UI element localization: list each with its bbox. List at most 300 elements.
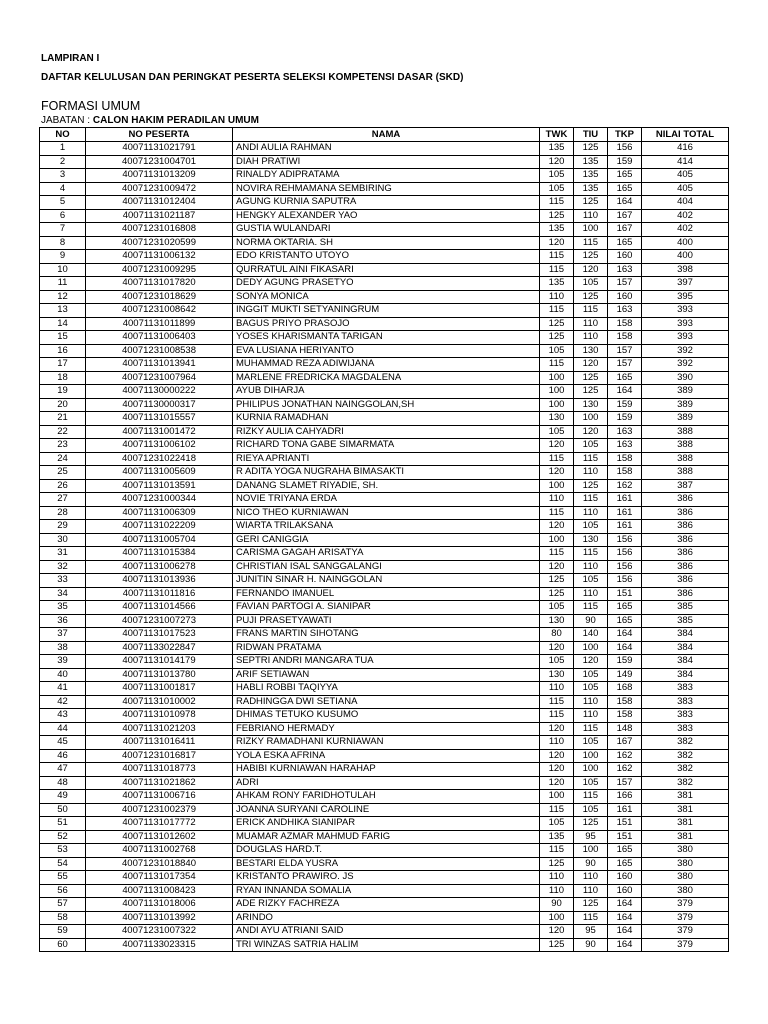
cell-no: 58 (40, 911, 86, 925)
cell-nama: HABIBI KURNIAWAN HARAHAP (233, 763, 540, 777)
cell-tiu: 130 (574, 398, 608, 412)
cell-no: 54 (40, 857, 86, 871)
cell-twk: 105 (540, 425, 574, 439)
table-row (40, 263, 729, 277)
cell-nilai-total: 388 (642, 452, 729, 466)
cell-nilai-total: 386 (642, 574, 729, 588)
table-row (40, 817, 729, 831)
cell-no-peserta: 40071131015384 (86, 547, 233, 561)
table-row (40, 709, 729, 723)
cell-tiu: 115 (574, 722, 608, 736)
cell-tiu: 110 (574, 695, 608, 709)
cell-twk: 105 (540, 655, 574, 669)
cell-tiu: 105 (574, 668, 608, 682)
cell-twk: 135 (540, 142, 574, 156)
cell-twk: 130 (540, 668, 574, 682)
cell-tkp: 151 (608, 587, 642, 601)
cell-nilai-total: 405 (642, 182, 729, 196)
cell-no: 50 (40, 803, 86, 817)
cell-nilai-total: 388 (642, 425, 729, 439)
cell-nilai-total: 382 (642, 776, 729, 790)
cell-nama: EDO KRISTANTO UTOYO (233, 250, 540, 264)
cell-twk: 115 (540, 506, 574, 520)
cell-nilai-total: 390 (642, 371, 729, 385)
cell-no-peserta: 40071131008423 (86, 884, 233, 898)
cell-no-peserta: 40071131014566 (86, 601, 233, 615)
cell-twk: 120 (540, 439, 574, 453)
cell-tiu: 115 (574, 236, 608, 250)
cell-nama: JOANNA SURYANI CAROLINE (233, 803, 540, 817)
cell-tkp: 164 (608, 911, 642, 925)
cell-no: 30 (40, 533, 86, 547)
cell-nama: NORMA OKTARIA. SH (233, 236, 540, 250)
cell-tkp: 161 (608, 493, 642, 507)
cell-no: 25 (40, 466, 86, 480)
cell-nama: ANDI AULIA RAHMAN (233, 142, 540, 156)
cell-twk: 100 (540, 911, 574, 925)
cell-tkp: 163 (608, 304, 642, 318)
cell-no: 27 (40, 493, 86, 507)
cell-no: 55 (40, 871, 86, 885)
cell-no-peserta: 40071131006309 (86, 506, 233, 520)
table-row (40, 277, 729, 291)
cell-twk: 120 (540, 520, 574, 534)
cell-no: 39 (40, 655, 86, 669)
cell-nama: QURRATUL AINI FIKASARI (233, 263, 540, 277)
cell-no: 38 (40, 641, 86, 655)
cell-twk: 115 (540, 250, 574, 264)
cell-tiu: 135 (574, 169, 608, 183)
cell-no-peserta: 40071131010978 (86, 709, 233, 723)
cell-nama: KRISTANTO PRAWIRO. JS (233, 871, 540, 885)
cell-tiu: 110 (574, 209, 608, 223)
cell-no-peserta: 40071131021791 (86, 142, 233, 156)
cell-no: 22 (40, 425, 86, 439)
cell-twk: 125 (540, 209, 574, 223)
cell-nilai-total: 404 (642, 196, 729, 210)
cell-tkp: 164 (608, 925, 642, 939)
cell-twk: 100 (540, 385, 574, 399)
cell-no: 48 (40, 776, 86, 790)
cell-nilai-total: 386 (642, 547, 729, 561)
cell-tkp: 158 (608, 317, 642, 331)
cell-nama: KURNIA RAMADHAN (233, 412, 540, 426)
cell-nilai-total: 381 (642, 817, 729, 831)
cell-no: 40 (40, 668, 86, 682)
cell-no: 24 (40, 452, 86, 466)
cell-tkp: 156 (608, 533, 642, 547)
cell-nama: BESTARI ELDA YUSRA (233, 857, 540, 871)
table-row (40, 142, 729, 156)
cell-tiu: 100 (574, 763, 608, 777)
cell-nilai-total: 386 (642, 560, 729, 574)
table-row (40, 533, 729, 547)
table-row (40, 439, 729, 453)
table-row (40, 466, 729, 480)
cell-nama: HABLI ROBBI TAQIYYA (233, 682, 540, 696)
cell-tiu: 110 (574, 884, 608, 898)
cell-nilai-total: 395 (642, 290, 729, 304)
cell-twk: 125 (540, 938, 574, 952)
cell-tkp: 159 (608, 155, 642, 169)
cell-tkp: 158 (608, 466, 642, 480)
cell-no: 35 (40, 601, 86, 615)
cell-tkp: 164 (608, 938, 642, 952)
cell-tiu: 110 (574, 506, 608, 520)
cell-no-peserta: 40071131005609 (86, 466, 233, 480)
cell-nama: YOSES KHARISMANTA TARIGAN (233, 331, 540, 345)
cell-no-peserta: 40071131012404 (86, 196, 233, 210)
cell-tiu: 105 (574, 520, 608, 534)
table-row (40, 776, 729, 790)
cell-nilai-total: 379 (642, 938, 729, 952)
cell-nilai-total: 392 (642, 358, 729, 372)
table-row (40, 655, 729, 669)
cell-nilai-total: 382 (642, 736, 729, 750)
table-body (40, 142, 729, 952)
cell-nilai-total: 379 (642, 911, 729, 925)
cell-no: 18 (40, 371, 86, 385)
cell-tiu: 125 (574, 479, 608, 493)
table-row (40, 722, 729, 736)
cell-no-peserta: 40071231009472 (86, 182, 233, 196)
cell-nilai-total: 379 (642, 898, 729, 912)
cell-no: 29 (40, 520, 86, 534)
cell-tkp: 151 (608, 817, 642, 831)
cell-tkp: 165 (608, 844, 642, 858)
cell-nama: PHILIPUS JONATHAN NAINGGOLAN,SH (233, 398, 540, 412)
cell-no-peserta: 40071131011816 (86, 587, 233, 601)
cell-no-peserta: 40071131006403 (86, 331, 233, 345)
cell-no-peserta: 40071131013992 (86, 911, 233, 925)
cell-no-peserta: 40071131006716 (86, 790, 233, 804)
table-row (40, 830, 729, 844)
cell-nama: DEDY AGUNG PRASETYO (233, 277, 540, 291)
cell-tiu: 120 (574, 425, 608, 439)
cell-no-peserta: 40071131021187 (86, 209, 233, 223)
cell-tkp: 158 (608, 331, 642, 345)
cell-no-peserta: 40071231007964 (86, 371, 233, 385)
cell-twk: 120 (540, 749, 574, 763)
cell-twk: 130 (540, 614, 574, 628)
cell-nama: DHIMAS TETUKO KUSUMO (233, 709, 540, 723)
cell-tkp: 159 (608, 412, 642, 426)
cell-nama: FERNANDO IMANUEL (233, 587, 540, 601)
cell-nilai-total: 386 (642, 493, 729, 507)
cell-no: 16 (40, 344, 86, 358)
cell-nilai-total: 400 (642, 250, 729, 264)
cell-nama: NOVIE TRIYANA ERDA (233, 493, 540, 507)
cell-nama: NICO THEO KURNIAWAN (233, 506, 540, 520)
column-header-nilai-total: NILAI TOTAL (642, 128, 729, 142)
table-row (40, 412, 729, 426)
cell-tiu: 100 (574, 749, 608, 763)
cell-twk: 100 (540, 398, 574, 412)
cell-tkp: 164 (608, 196, 642, 210)
cell-twk: 135 (540, 830, 574, 844)
table-row (40, 911, 729, 925)
position-value: CALON HAKIM PERADILAN UMUM (92, 115, 259, 126)
cell-tkp: 156 (608, 142, 642, 156)
cell-tiu: 125 (574, 290, 608, 304)
cell-no: 12 (40, 290, 86, 304)
cell-no-peserta: 40071131018006 (86, 898, 233, 912)
cell-no-peserta: 40071131016411 (86, 736, 233, 750)
cell-tiu: 115 (574, 493, 608, 507)
cell-twk: 110 (540, 736, 574, 750)
cell-tkp: 165 (608, 371, 642, 385)
table-row (40, 587, 729, 601)
cell-tkp: 160 (608, 884, 642, 898)
cell-nilai-total: 389 (642, 412, 729, 426)
cell-twk: 105 (540, 182, 574, 196)
cell-nama: EVA LUSIANA HERIYANTO (233, 344, 540, 358)
cell-tiu: 90 (574, 614, 608, 628)
cell-no: 47 (40, 763, 86, 777)
cell-no-peserta: 40071131001817 (86, 682, 233, 696)
table-header-row (40, 128, 729, 142)
cell-nama: MUHAMMAD REZA ADIWIJANA (233, 358, 540, 372)
cell-no: 28 (40, 506, 86, 520)
table-row (40, 749, 729, 763)
table-row (40, 331, 729, 345)
cell-nama: FEBRIANO HERMADY (233, 722, 540, 736)
column-header-no: NO (40, 128, 86, 142)
cell-tkp: 160 (608, 871, 642, 885)
cell-tiu: 110 (574, 587, 608, 601)
cell-no: 33 (40, 574, 86, 588)
cell-nilai-total: 383 (642, 709, 729, 723)
cell-no: 23 (40, 439, 86, 453)
cell-no-peserta: 40071231008538 (86, 344, 233, 358)
cell-no: 14 (40, 317, 86, 331)
cell-tkp: 163 (608, 425, 642, 439)
cell-tiu: 115 (574, 547, 608, 561)
cell-twk: 120 (540, 236, 574, 250)
table-row (40, 668, 729, 682)
cell-tkp: 167 (608, 223, 642, 237)
cell-twk: 110 (540, 290, 574, 304)
cell-tiu: 125 (574, 142, 608, 156)
cell-tkp: 162 (608, 763, 642, 777)
cell-twk: 135 (540, 223, 574, 237)
cell-no: 11 (40, 277, 86, 291)
cell-tkp: 165 (608, 169, 642, 183)
cell-twk: 115 (540, 358, 574, 372)
cell-twk: 120 (540, 641, 574, 655)
results-table (39, 127, 729, 952)
cell-no: 26 (40, 479, 86, 493)
cell-tkp: 165 (608, 857, 642, 871)
cell-nilai-total: 388 (642, 439, 729, 453)
cell-no: 13 (40, 304, 86, 318)
cell-no-peserta: 40071231007273 (86, 614, 233, 628)
cell-tiu: 105 (574, 736, 608, 750)
cell-nilai-total: 389 (642, 385, 729, 399)
cell-twk: 105 (540, 601, 574, 615)
cell-tiu: 115 (574, 790, 608, 804)
cell-nilai-total: 385 (642, 601, 729, 615)
cell-no-peserta: 40071131010002 (86, 695, 233, 709)
cell-tkp: 161 (608, 506, 642, 520)
cell-no-peserta: 40071131021203 (86, 722, 233, 736)
cell-tkp: 165 (608, 601, 642, 615)
table-row (40, 358, 729, 372)
document-title: DAFTAR KELULUSAN DAN PERINGKAT PESERTA SELEKSI KOMPETENSI DASAR (SKD) (41, 72, 464, 83)
table-row (40, 520, 729, 534)
cell-no: 19 (40, 385, 86, 399)
cell-nama: DIAH PRATIWI (233, 155, 540, 169)
cell-no: 1 (40, 142, 86, 156)
cell-no-peserta: 40071130000222 (86, 385, 233, 399)
cell-twk: 100 (540, 371, 574, 385)
cell-nama: INGGIT MUKTI SETYANINGRUM (233, 304, 540, 318)
cell-tiu: 100 (574, 641, 608, 655)
cell-tkp: 162 (608, 749, 642, 763)
cell-no: 34 (40, 587, 86, 601)
cell-no-peserta: 40071231008642 (86, 304, 233, 318)
table-row (40, 493, 729, 507)
cell-twk: 135 (540, 277, 574, 291)
cell-nilai-total: 386 (642, 587, 729, 601)
cell-nama: SONYA MONICA (233, 290, 540, 304)
cell-nama: YOLA ESKA AFRINA (233, 749, 540, 763)
cell-nama: RIDWAN PRATAMA (233, 641, 540, 655)
table-row (40, 844, 729, 858)
cell-nama: NOVIRA REHMAMANA SEMBIRING (233, 182, 540, 196)
cell-tkp: 167 (608, 736, 642, 750)
cell-twk: 115 (540, 263, 574, 277)
cell-tkp: 164 (608, 628, 642, 642)
cell-tkp: 160 (608, 250, 642, 264)
cell-nama: DOUGLAS HARD.T. (233, 844, 540, 858)
table-row (40, 790, 729, 804)
cell-tiu: 115 (574, 304, 608, 318)
cell-no-peserta: 40071131018773 (86, 763, 233, 777)
cell-no-peserta: 40071131013936 (86, 574, 233, 588)
formation-heading: FORMASI UMUM (41, 99, 141, 113)
cell-no: 6 (40, 209, 86, 223)
cell-tiu: 95 (574, 830, 608, 844)
cell-nama: RIZKY AULIA CAHYADRI (233, 425, 540, 439)
cell-nilai-total: 381 (642, 830, 729, 844)
cell-tkp: 157 (608, 277, 642, 291)
cell-nama: AHKAM RONY FARIDHOTULAH (233, 790, 540, 804)
cell-no: 41 (40, 682, 86, 696)
cell-tkp: 148 (608, 722, 642, 736)
cell-twk: 130 (540, 412, 574, 426)
table-row (40, 641, 729, 655)
cell-no-peserta: 40071231022418 (86, 452, 233, 466)
cell-tkp: 158 (608, 695, 642, 709)
cell-no: 3 (40, 169, 86, 183)
cell-no: 15 (40, 331, 86, 345)
cell-tiu: 110 (574, 560, 608, 574)
cell-twk: 115 (540, 803, 574, 817)
cell-no-peserta: 40071131013591 (86, 479, 233, 493)
cell-no: 56 (40, 884, 86, 898)
cell-nama: ARIF SETIAWAN (233, 668, 540, 682)
column-header-nama: NAMA (233, 128, 540, 142)
cell-no: 51 (40, 817, 86, 831)
cell-nilai-total: 387 (642, 479, 729, 493)
cell-tiu: 125 (574, 196, 608, 210)
table-row (40, 236, 729, 250)
cell-no-peserta: 40071131002768 (86, 844, 233, 858)
table-row (40, 803, 729, 817)
cell-tiu: 115 (574, 911, 608, 925)
table-row (40, 736, 729, 750)
cell-nama: RYAN INNANDA SOMALIA (233, 884, 540, 898)
cell-no-peserta: 40071131005704 (86, 533, 233, 547)
cell-tiu: 105 (574, 574, 608, 588)
cell-nilai-total: 392 (642, 344, 729, 358)
cell-no-peserta: 40071131017772 (86, 817, 233, 831)
table-row (40, 695, 729, 709)
table-row (40, 385, 729, 399)
cell-twk: 120 (540, 466, 574, 480)
cell-nama: HENGKY ALEXANDER YAO (233, 209, 540, 223)
cell-tiu: 115 (574, 452, 608, 466)
cell-tiu: 95 (574, 925, 608, 939)
cell-no-peserta: 40071133023315 (86, 938, 233, 952)
cell-twk: 115 (540, 452, 574, 466)
cell-tkp: 161 (608, 803, 642, 817)
table-row (40, 398, 729, 412)
cell-nilai-total: 383 (642, 682, 729, 696)
cell-no-peserta: 40071131017354 (86, 871, 233, 885)
cell-twk: 125 (540, 857, 574, 871)
table-row (40, 925, 729, 939)
cell-nama: JUNITIN SINAR H. NAINGGOLAN (233, 574, 540, 588)
cell-no: 49 (40, 790, 86, 804)
cell-nilai-total: 386 (642, 506, 729, 520)
column-header-no-peserta: NO PESERTA (86, 128, 233, 142)
cell-tkp: 151 (608, 830, 642, 844)
cell-no: 37 (40, 628, 86, 642)
cell-nama: MARLENE FREDRICKA MAGDALENA (233, 371, 540, 385)
cell-no-peserta: 40071131013780 (86, 668, 233, 682)
cell-no-peserta: 40071131017820 (86, 277, 233, 291)
cell-no-peserta: 40071231020599 (86, 236, 233, 250)
cell-twk: 105 (540, 169, 574, 183)
cell-tiu: 130 (574, 344, 608, 358)
cell-twk: 100 (540, 479, 574, 493)
cell-nilai-total: 383 (642, 722, 729, 736)
table-row (40, 506, 729, 520)
table-row (40, 628, 729, 642)
cell-nilai-total: 386 (642, 520, 729, 534)
cell-tiu: 110 (574, 871, 608, 885)
cell-no: 21 (40, 412, 86, 426)
cell-tkp: 161 (608, 520, 642, 534)
cell-nama: ARINDO (233, 911, 540, 925)
cell-nilai-total: 380 (642, 857, 729, 871)
cell-nama: GUSTIA WULANDARI (233, 223, 540, 237)
cell-nama: BAGUS PRIYO PRASOJO (233, 317, 540, 331)
table-row (40, 155, 729, 169)
cell-tiu: 105 (574, 439, 608, 453)
cell-tiu: 105 (574, 682, 608, 696)
cell-twk: 120 (540, 560, 574, 574)
cell-no-peserta: 40071231018629 (86, 290, 233, 304)
cell-no: 44 (40, 722, 86, 736)
cell-nama: FRANS MARTIN SIHOTANG (233, 628, 540, 642)
cell-tkp: 163 (608, 439, 642, 453)
cell-no-peserta: 40071231002379 (86, 803, 233, 817)
cell-tkp: 157 (608, 344, 642, 358)
table-row (40, 884, 729, 898)
